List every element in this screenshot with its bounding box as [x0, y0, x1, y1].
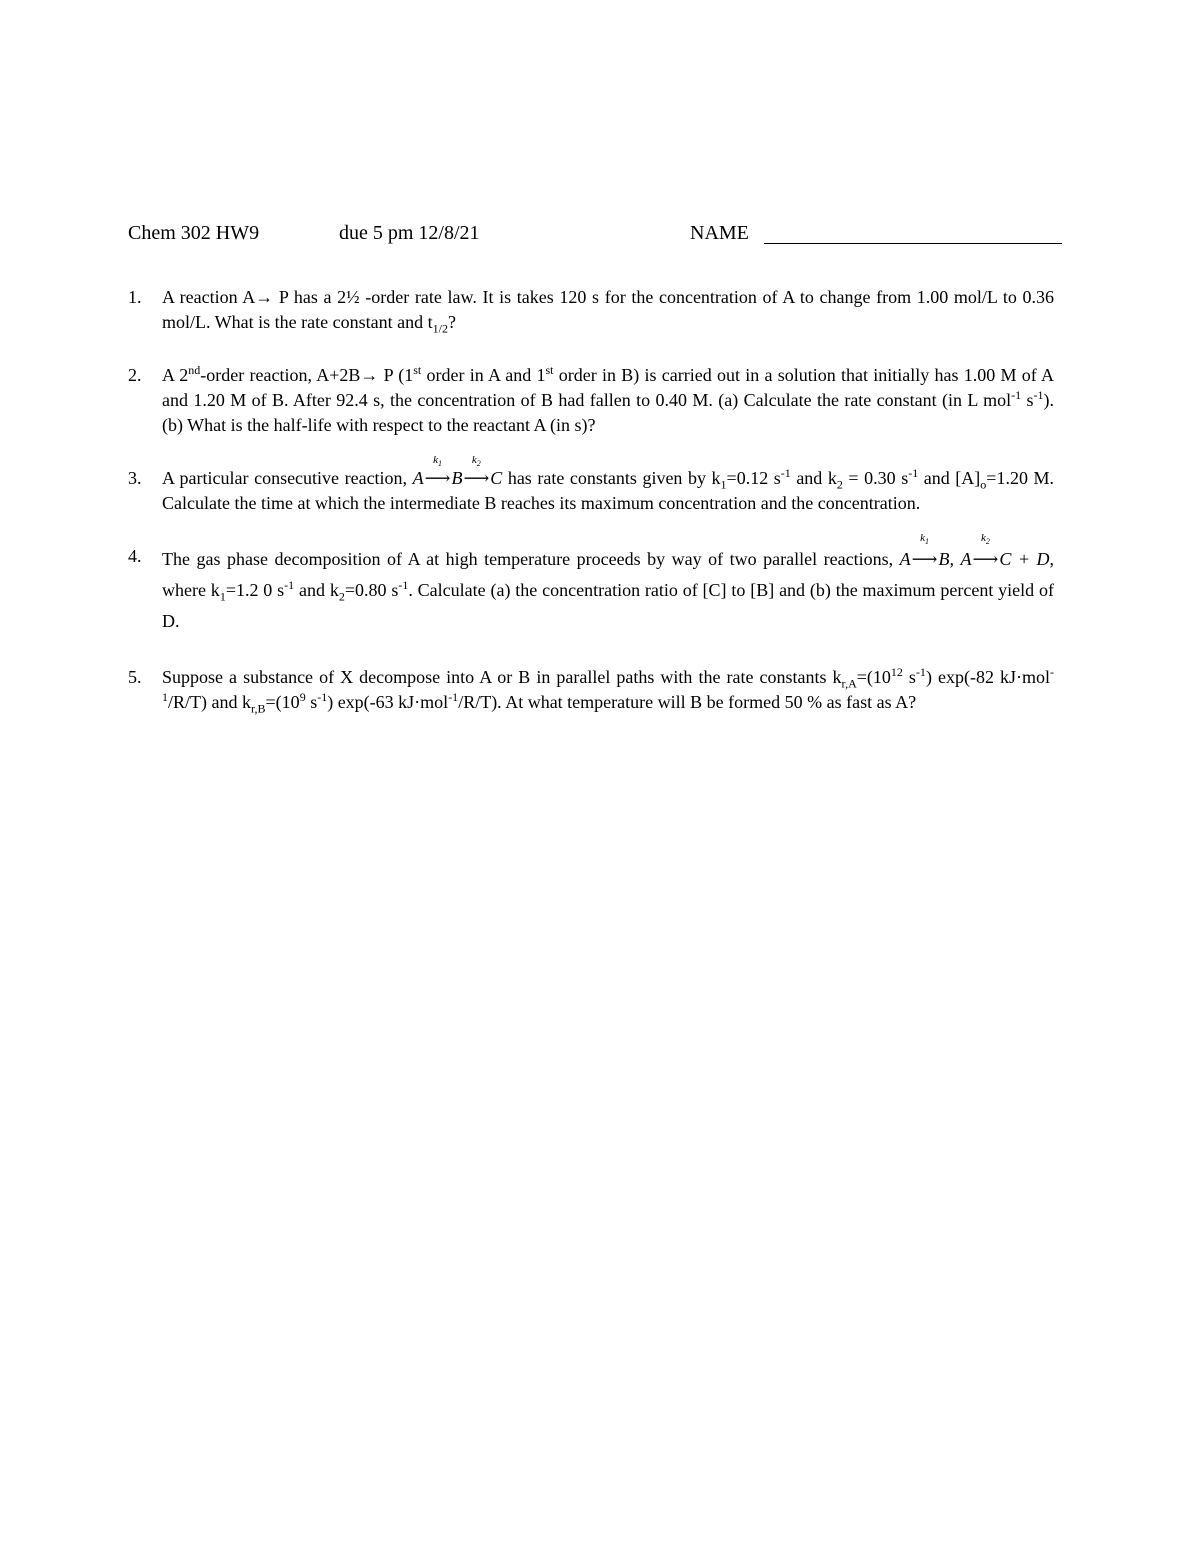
text-segment: =0.12 s: [726, 468, 781, 488]
text-segment: order in A and 1: [421, 365, 546, 385]
superscript: -1: [162, 665, 1054, 704]
rate-symbol: k: [980, 532, 986, 544]
text-segment: /R/T). At what temperature will B be formed 50 % as fast as A?: [458, 692, 917, 712]
course-title: Chem 302 HW9: [128, 222, 260, 244]
subscript: 2: [985, 537, 990, 547]
text-segment: A 2: [162, 365, 189, 385]
species-c-d: C + D: [999, 549, 1050, 569]
species-b: B: [451, 468, 463, 488]
text-segment: ?: [447, 312, 456, 332]
superscript: -1: [284, 578, 295, 592]
problem-1: [128, 285, 1054, 335]
text-segment: . Calculate (a) the concentration ratio of [C] to [B] and (b) the maximum percent yield of D.: [162, 580, 1055, 631]
problem-number: 4.: [128, 546, 142, 566]
subscript: o: [980, 477, 987, 492]
reaction-arrow-k2: [972, 532, 999, 575]
rate-label: [973, 532, 999, 547]
superscript: 12: [890, 665, 903, 679]
text-segment: order in B) is carried out in a solution that initially has 1.00 M of A and 1.20 M of B. After 92.4 s, the concentration of B had fallen to 0.40 M. (a) Calculate the rate constant (in L mol: [162, 365, 1054, 410]
subscript: 1: [925, 537, 929, 547]
problem-2: [128, 363, 1054, 438]
text-segment: s: [305, 692, 318, 712]
rate-label: [463, 454, 489, 469]
rate-symbol: k: [471, 454, 477, 466]
species-b: B,: [938, 549, 954, 569]
worksheet-header: [128, 218, 1062, 248]
superscript: -1: [317, 690, 328, 704]
problem-number: 2.: [128, 365, 142, 385]
text-segment: /R/T) and k: [168, 692, 251, 712]
text-segment: =1.2 0 s: [225, 580, 285, 600]
species-a: A: [412, 468, 424, 488]
text-segment: A reaction A: [162, 287, 256, 307]
subscript: r,A: [841, 676, 857, 691]
long-arrow-icon: ⟶: [972, 549, 996, 569]
long-arrow-icon: ⟶: [424, 468, 448, 488]
subscript: 1: [720, 477, 727, 492]
superscript: st: [413, 363, 422, 377]
text-segment: P has a 2½ -order rate law. It is takes 120 s for the concentration of A to change from 1.00 mol/L to 0.36 mol/L. What is the rate constant and t: [162, 287, 1054, 332]
subscript: 1/2: [432, 321, 448, 336]
rate-label: [425, 454, 451, 469]
species-a: A: [960, 549, 972, 569]
subscript: 2: [836, 477, 843, 492]
problem-number: 1.: [128, 287, 142, 307]
superscript: -1: [908, 466, 919, 480]
text-segment: and k: [294, 580, 339, 600]
subscript: 2: [476, 459, 481, 469]
text-segment: = 0.30 s: [842, 468, 909, 488]
reaction-arrow-k2: [463, 454, 489, 491]
superscript: -1: [398, 578, 409, 592]
text-segment: =1.20 M. Calculate the time at which the intermediate B reaches its maximum concentration and the concentration.: [162, 468, 1055, 513]
problem-number: 3.: [128, 468, 142, 488]
name-blank-line: [764, 243, 1062, 244]
rate-label: [912, 532, 938, 547]
rate-symbol: k: [433, 454, 438, 466]
text-segment: The gas phase decomposition of A at high temperature proceeds by way of two parallel reactions,: [162, 549, 894, 569]
text-segment: =0.80 s: [344, 580, 399, 600]
problem-4: [128, 532, 1055, 637]
text-segment: P (1: [378, 365, 414, 385]
due-date: due 5 pm 12/8/21: [339, 222, 480, 244]
problem-3: [128, 454, 1055, 516]
text-segment: ) exp(-63 kJ·mol: [327, 692, 449, 712]
reaction-arrow-icon: →: [255, 287, 274, 307]
text-segment: s: [902, 667, 916, 687]
problem-text: [162, 454, 1055, 516]
subscript: 1: [219, 589, 226, 604]
name-label: NAME: [690, 222, 749, 244]
superscript: -1: [915, 665, 926, 679]
text-segment: , where k: [162, 549, 1055, 600]
problem-text: [162, 665, 1054, 715]
reaction-arrow-icon: →: [360, 365, 379, 385]
text-segment: has rate constants given by k: [502, 468, 721, 488]
text-segment: and k: [790, 468, 837, 488]
problem-text: [162, 532, 1055, 637]
superscript: -1: [448, 690, 459, 704]
superscript: -1: [1011, 388, 1022, 402]
subscript: 2: [338, 589, 345, 604]
superscript: -1: [1033, 388, 1044, 402]
text-segment: -order reaction, A+2B: [200, 365, 361, 385]
text-segment: ). (b) What is the half-life with respect to the reactant A (in s)?: [162, 390, 1054, 435]
species-c: C: [490, 468, 503, 488]
problem-5: [128, 665, 1054, 715]
problem-number: 5.: [128, 667, 142, 687]
problem-text: [162, 285, 1054, 335]
long-arrow-icon: ⟶: [911, 549, 935, 569]
problem-list: [128, 285, 1054, 715]
problem-text: [162, 363, 1054, 438]
text-segment: s: [1021, 390, 1034, 410]
reaction-arrow-k1: [911, 532, 938, 575]
rate-symbol: k: [920, 532, 925, 544]
text-segment: =(10: [265, 692, 300, 712]
text-segment: and [A]: [918, 468, 981, 488]
reaction-arrow-k1: [424, 454, 451, 491]
text-segment: ) exp(-82 kJ·mol: [925, 667, 1050, 687]
superscript: -1: [780, 466, 791, 480]
long-arrow-icon: ⟶: [463, 468, 487, 488]
text-segment: A particular consecutive reaction,: [162, 468, 413, 488]
superscript: nd: [188, 363, 201, 377]
superscript: 9: [299, 690, 306, 704]
subscript: 1: [437, 459, 442, 469]
text-segment: =(10: [856, 667, 891, 687]
species-a: A: [899, 549, 911, 569]
superscript: st: [545, 363, 554, 377]
text-segment: Suppose a substance of X decompose into A or B in parallel paths with the rate constants k: [162, 667, 842, 687]
subscript: r,B: [251, 701, 266, 716]
